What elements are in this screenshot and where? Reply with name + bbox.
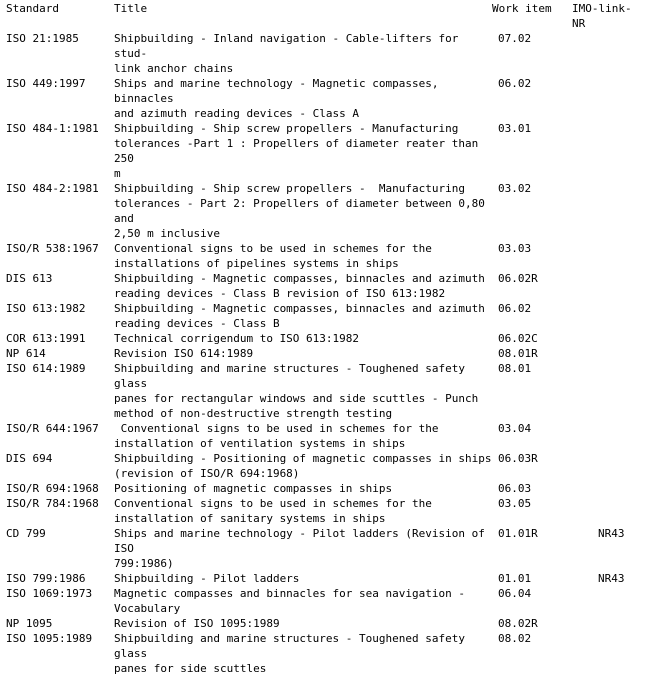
standard-cell: ISO 449:1997 [6,77,86,90]
title-cell: Magnetic compasses and binnacles for sea navigation - Vocabulary [114,587,465,615]
work-item-cell: 06.02C [498,332,538,345]
work-item-cell: 01.01R [498,527,538,540]
standard-cell: ISO/R 644:1967 [6,422,99,435]
work-item-cell: 07.02 [498,32,532,45]
standard-cell: ISO/R 694:1968 [6,482,99,495]
work-item-cell: 03.01 [498,122,532,135]
table-body [6,31,642,676]
standard-cell: ISO 484-1:1981 [6,122,99,135]
table-row [6,361,642,421]
imo-link-cell: NR43 [598,572,625,585]
table-row [6,526,642,571]
title-cell: Conventional signs to be used in schemes for the installation of ventilation systems in ships [114,422,439,450]
standards-table [6,1,642,676]
title-cell: Shipbuilding - Ship screw propellers - Manufacturing tolerances - Part 2: Propellers of diameter between 0,80 and 2,50 m inclusive [114,182,485,240]
table-row [6,301,642,331]
work-item-cell: 06.02 [498,77,532,90]
standard-cell: ISO/R 538:1967 [6,242,99,255]
table-row [6,631,642,676]
standard-cell: ISO 21:1985 [6,32,79,45]
column-header-title: Title [114,2,148,15]
title-cell: Revision of ISO 1095:1989 [114,617,280,630]
title-cell: Shipbuilding - Magnetic compasses, binnacles and azimuth reading devices - Class B revision of ISO 613:1982 [114,272,485,300]
work-item-cell: 06.02R [498,272,538,285]
work-item-cell: 06.03 [498,482,532,495]
standard-cell: ISO/R 784:1968 [6,497,99,510]
work-item-cell: 03.03 [498,242,532,255]
title-cell: Revision ISO 614:1989 [114,347,254,360]
standard-cell: ISO 613:1982 [6,302,86,315]
standard-cell: ISO 1069:1973 [6,587,93,600]
work-item-cell: 06.02 [498,302,532,315]
title-cell: Conventional signs to be used in schemes for the installation of sanitary systems in ships [114,497,432,525]
table-row [6,496,642,526]
work-item-cell: 08.01 [498,362,532,375]
table-row [6,271,642,301]
standard-cell: ISO 1095:1989 [6,632,93,645]
table-row [6,421,642,451]
title-cell: Shipbuilding - Inland navigation - Cable-lifters for stud- link anchor chains [114,32,459,75]
title-cell: Positioning of magnetic compasses in ships [114,482,393,495]
work-item-cell: 01.01 [498,572,532,585]
table-row [6,586,642,616]
table-row [6,181,642,241]
table-row [6,31,642,76]
title-cell: Shipbuilding and marine structures - Toughened safety glass panes for side scuttles [114,632,465,675]
standard-cell: NP 614 [6,347,46,360]
work-item-cell: 03.02 [498,182,532,195]
title-cell: Shipbuilding and marine structures - Toughened safety glass panes for rectangular windows and side scuttles - Punch method of non-destructive strength testing [114,362,479,420]
title-cell: Technical corrigendum to ISO 613:1982 [114,332,360,345]
table-row [6,121,642,181]
standard-cell: NP 1095 [6,617,53,630]
title-cell: Shipbuilding - Magnetic compasses, binnacles and azimuth reading devices - Class B [114,302,485,330]
table-row [6,346,642,361]
work-item-cell: 03.05 [498,497,532,510]
work-item-cell: 08.02 [498,632,532,645]
table-header [6,1,642,31]
column-header-work-item: Work item [492,2,552,15]
standard-cell: ISO 484-2:1981 [6,182,99,195]
title-cell: Shipbuilding - Positioning of magnetic compasses in ships (revision of ISO/R 694:1968) [114,452,492,480]
table-row [6,616,642,631]
standard-cell: ISO 799:1986 [6,572,86,585]
table-row [6,451,642,481]
table-row [6,571,642,586]
standard-cell: COR 613:1991 [6,332,86,345]
work-item-cell: 06.04 [498,587,532,600]
standard-cell: ISO 614:1989 [6,362,86,375]
column-header-imo-link: IMO-link-NR [572,2,632,30]
standard-cell: DIS 613 [6,272,53,285]
work-item-cell: 08.02R [498,617,538,630]
title-cell: Conventional signs to be used in schemes for the installations of pipelines systems in ships [114,242,432,270]
table-row [6,481,642,496]
work-item-cell: 03.04 [498,422,532,435]
column-header-standard: Standard [6,2,59,15]
title-cell: Ships and marine technology - Magnetic compasses, binnacles and azimuth reading devices - Class A [114,77,439,120]
title-cell: Ships and marine technology - Pilot ladders (Revision of ISO 799:1986) [114,527,485,570]
imo-link-cell: NR43 [598,527,625,540]
standard-cell: CD 799 [6,527,46,540]
title-cell: Shipbuilding - Pilot ladders [114,572,300,585]
work-item-cell: 06.03R [498,452,538,465]
standard-cell: DIS 694 [6,452,53,465]
work-item-cell: 08.01R [498,347,538,360]
table-row [6,76,642,121]
table-row [6,241,642,271]
table-row [6,331,642,346]
title-cell: Shipbuilding - Ship screw propellers - Manufacturing tolerances -Part 1 : Propellers of diameter reater than 250 m [114,122,479,180]
